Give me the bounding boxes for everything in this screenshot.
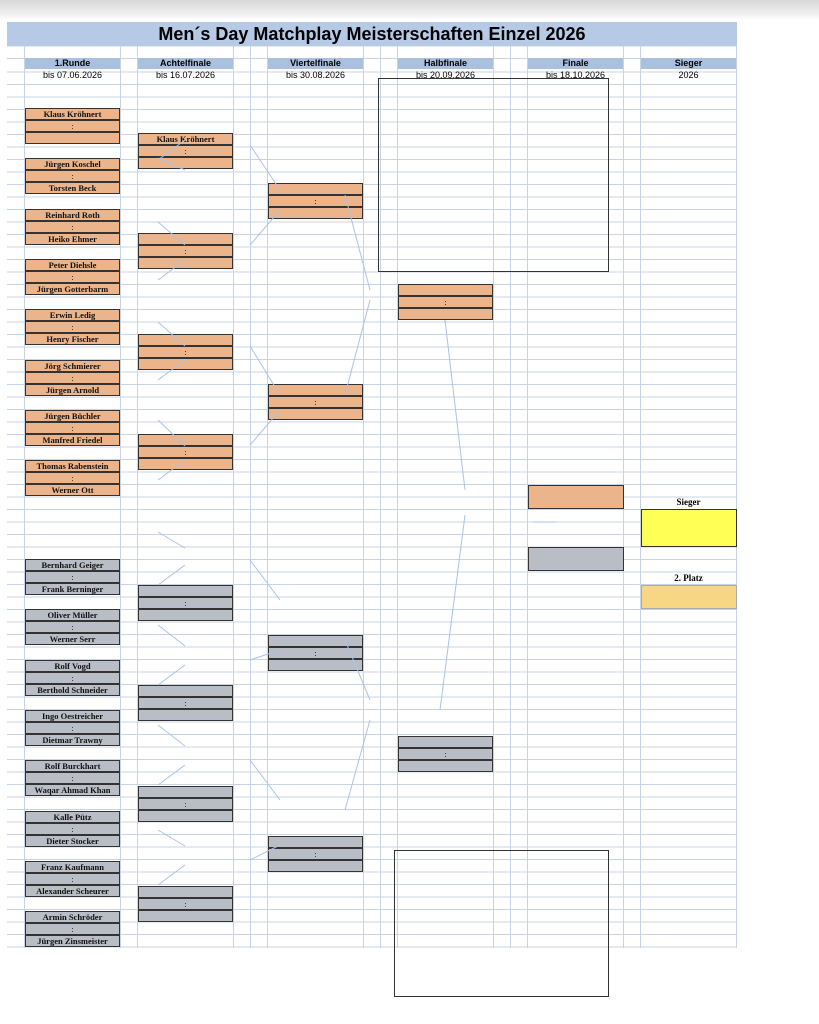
connector-line <box>345 640 370 700</box>
round1-match-player1[interactable]: Kalle Pütz <box>25 811 120 823</box>
round2-match-separator: : <box>138 898 233 910</box>
round1-match-player1[interactable]: Peter Diehsle <box>25 259 120 271</box>
connector-line <box>158 222 185 245</box>
connector-line <box>250 650 280 660</box>
round1-match-player1[interactable]: Franz Kaufmann <box>25 861 120 873</box>
round2-match-separator: : <box>138 245 233 257</box>
round1-match-player2[interactable]: Werner Serr <box>25 633 120 645</box>
connector-line <box>158 532 185 548</box>
connector-line <box>158 260 185 280</box>
round1-match-player2[interactable]: Jürgen Gotterbarm <box>25 283 120 295</box>
column-date-round2: bis 16.07.2026 <box>155 70 216 80</box>
connector-line <box>250 760 280 800</box>
round1-match-player1[interactable]: Bernhard Geiger <box>25 559 120 571</box>
round1-match-player2[interactable]: Dietmar Trawny <box>25 734 120 746</box>
round1-match-separator: : <box>25 772 120 784</box>
connector-line <box>158 665 185 685</box>
connector-line <box>158 158 185 170</box>
round2-match-separator: : <box>138 346 233 358</box>
second-place-label: 2. Platz <box>674 573 703 583</box>
round1-match-player1[interactable]: Klaus Kröhnert <box>25 108 120 120</box>
page-title: Men´s Day Matchplay Meisterschaften Einzel 2026 <box>7 22 737 46</box>
quarterfinal-match-separator: : <box>268 396 363 408</box>
round1-match-player2[interactable]: Jürgen Arnold <box>25 384 120 396</box>
round1-match-separator: : <box>25 621 120 633</box>
quarterfinal-match-separator: : <box>268 195 363 207</box>
column-date-final: bis 18.10.2026 <box>545 70 606 80</box>
round1-match-player2[interactable]: Torsten Beck <box>25 182 120 194</box>
connector-line <box>445 320 465 490</box>
column-header-semifinal: Halbfinale <box>398 58 493 69</box>
connector-line <box>158 865 185 885</box>
quarterfinal-match-separator: : <box>268 647 363 659</box>
round1-match-separator: : <box>25 672 120 684</box>
round1-match-separator: : <box>25 321 120 333</box>
round1-match-separator: : <box>25 873 120 885</box>
quarterfinal-match-separator: : <box>268 848 363 860</box>
column-date-quarterfinal: bis 30.08.2026 <box>285 70 346 80</box>
round1-match-player1[interactable]: Jörg Schmierer <box>25 360 120 372</box>
column-date-semifinal: bis 20.09.2026 <box>415 70 476 80</box>
connector-line <box>345 300 370 395</box>
connector-line <box>250 145 280 190</box>
round2-match-separator: : <box>138 145 233 157</box>
connector-line <box>158 830 185 846</box>
round1-match-player1[interactable]: Jürgen Büchler <box>25 410 120 422</box>
round1-match-separator: : <box>25 722 120 734</box>
round1-match-separator: : <box>25 823 120 835</box>
round2-match-separator: : <box>138 446 233 458</box>
round2-match-separator: : <box>138 798 233 810</box>
round2-match-separator: : <box>138 597 233 609</box>
connector-line <box>158 725 185 746</box>
round1-match-player2[interactable]: Berthold Schneider <box>25 684 120 696</box>
connector-line <box>158 140 185 160</box>
round1-match-player2[interactable]: Jürgen Zinsmeister <box>25 935 120 947</box>
connector-line <box>158 460 185 480</box>
column-date-round1: bis 07.06.2026 <box>42 70 103 80</box>
round1-match-player2[interactable]: Alexander Scheurer <box>25 885 120 897</box>
column-date-winner: 2026 <box>678 70 699 80</box>
round1-match-player2[interactable]: Dieter Stocker <box>25 835 120 847</box>
round1-match-player2[interactable]: Heiko Ehmer <box>25 233 120 245</box>
round1-match-separator: : <box>25 120 120 132</box>
round1-match-player1[interactable]: Erwin Ledig <box>25 309 120 321</box>
connector-line <box>345 720 370 810</box>
round1-match-separator: : <box>25 923 120 935</box>
second-place-cell[interactable] <box>641 585 737 609</box>
round1-match-player2[interactable]: Henry Fischer <box>25 333 120 345</box>
column-header-final: Finale <box>528 58 623 69</box>
round1-match-player1[interactable]: Reinhard Roth <box>25 209 120 221</box>
connector-line <box>158 360 185 380</box>
connector-line <box>250 560 280 600</box>
round1-match-separator: : <box>25 221 120 233</box>
column-header-round2: Achtelfinale <box>138 58 233 69</box>
image-placeholder-frame <box>394 850 609 997</box>
connector-line <box>158 765 185 785</box>
round1-match-player2[interactable]: Werner Ott <box>25 484 120 496</box>
round1-match-player1[interactable]: Oliver Müller <box>25 609 120 621</box>
round2-match-player1[interactable]: Klaus Kröhnert <box>138 133 233 145</box>
winner-label: Sieger <box>676 497 701 507</box>
winner-cell[interactable] <box>641 509 737 547</box>
connector-line <box>250 845 280 860</box>
connector-line <box>345 195 370 290</box>
round2-match-separator: : <box>138 697 233 709</box>
round1-match-player2[interactable]: Manfred Friedel <box>25 434 120 446</box>
round1-match-player1[interactable]: Jürgen Koschel <box>25 158 120 170</box>
round1-match-player1[interactable]: Thomas Rabenstein <box>25 460 120 472</box>
connector-line <box>158 625 185 646</box>
connector-line <box>158 565 185 585</box>
round1-match-separator: : <box>25 571 120 583</box>
round1-match-separator: : <box>25 422 120 434</box>
connector-line <box>250 410 280 445</box>
round1-match-separator: : <box>25 170 120 182</box>
round1-match-player1[interactable]: Rolf Vogd <box>25 660 120 672</box>
round1-match-player1[interactable]: Ingo Oestreicher <box>25 710 120 722</box>
connector-line <box>250 346 280 395</box>
round1-match-separator: : <box>25 271 120 283</box>
round1-match-player2[interactable]: Frank Berninger <box>25 583 120 595</box>
column-header-winner: Sieger <box>641 58 736 69</box>
connector-line <box>440 515 465 710</box>
round1-match-player2[interactable]: Waqar Ahmad Khan <box>25 784 120 796</box>
connector-line <box>158 322 185 346</box>
column-header-quarterfinal: Viertelfinale <box>268 58 363 69</box>
round1-match-player1[interactable]: Rolf Burckhart <box>25 760 120 772</box>
round1-match-player1[interactable]: Armin Schröder <box>25 911 120 923</box>
semifinal-match-separator: : <box>398 296 493 308</box>
connector-line <box>158 420 185 446</box>
connector-line <box>250 210 280 245</box>
image-placeholder-frame <box>378 78 609 272</box>
round1-match-separator: : <box>25 372 120 384</box>
round1-match-separator: : <box>25 472 120 484</box>
column-header-round1: 1.Runde <box>25 58 120 69</box>
semifinal-match-separator: : <box>398 748 493 760</box>
